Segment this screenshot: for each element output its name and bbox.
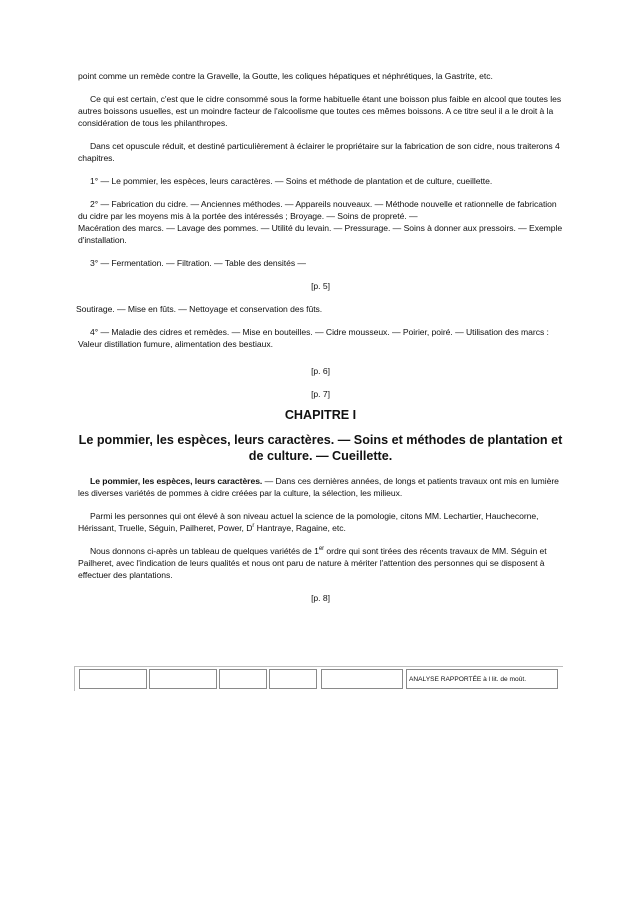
page-marker-7: [p. 7] xyxy=(311,389,330,399)
chapter-title: CHAPITRE I xyxy=(284,408,357,422)
table-header-cell xyxy=(269,669,317,689)
varieties-table xyxy=(74,666,563,691)
pommier-text: — Dans ces dernières années, de longs et patients travaux ont mis en lumière les diverses variétés de pommes à cidre créées par la culture, la sélection, les milieux. xyxy=(78,476,559,498)
paragraph-chapter-2 xyxy=(78,198,563,246)
page-marker-6: [p. 6] xyxy=(311,366,330,376)
paragraph-chapter-3: 3° — Fermentation. — Filtration. — Table des densités — xyxy=(90,258,306,268)
page-marker-8: [p. 8] xyxy=(311,593,330,603)
pommier-heading: Le pommier, les espèces, leurs caractères. xyxy=(90,476,263,486)
table-header-analyse: ANALYSE RAPPORTÉE à l lit. de moût. xyxy=(406,669,558,689)
paragraph-pomologie xyxy=(78,510,563,534)
tableau-sup: er xyxy=(318,546,325,553)
table-header-cell xyxy=(219,669,267,689)
chapter-subtitle: Le pommier, les espèces, leurs caractères. — Soins et méthodes de plantation et de culture. — Cueillette. xyxy=(78,433,563,463)
document-body xyxy=(78,70,563,604)
paragraph-soutirage: Soutirage. — Mise en fûts. — Nettoyage et conservation des fûts. xyxy=(76,304,323,314)
paragraph-tableau xyxy=(78,545,563,581)
table-header-cell xyxy=(79,669,147,689)
pomologie-text-b: Hantraye, Ragaine, etc. xyxy=(254,523,346,533)
tableau-text-a: Nous donnons ci-après un tableau de quelques variétés de 1 xyxy=(90,546,319,556)
pomologie-text-a: Parmi les personnes qui ont élevé à son niveau actuel la science de la pomologie, citons MM. Lechartier, Hauchecorne, Hérissant, Truelle, Séguin, Pailheret, Power, D xyxy=(78,511,539,533)
chapter-2-part-a: 2° — Fabrication du cidre. — Anciennes méthodes. — Appareils nouveaux. — Méthode nouvelle et rationnelle de fabrication du cidre par les moyens mis à la portée des intéressés ; Broyage. — Soins de propreté. — xyxy=(78,199,557,221)
paragraph-cidre-alcool: Ce qui est certain, c'est que le cidre consommé sous la forme habituelle étant une boisson plus faible en alcool que toutes les autres boissons usuelles, est un moindre facteur de l'alcoolisme que toutes ces mêmes boissons. A ce titre seul il a le droit à la considération de tous les philanthropes. xyxy=(78,94,562,128)
chapter-2-part-b: Macération des marcs. — Lavage des pommes. — Utilité du levain. — Pressurage. — Soins à donner aux pressoirs. — Exemple d'installation. xyxy=(78,223,563,245)
table-header-cell xyxy=(149,669,217,689)
page-marker-5: [p. 5] xyxy=(311,281,330,291)
paragraph-chapter-4: 4° — Maladie des cidres et remèdes. — Mise en bouteilles. — Cidre mousseux. — Poirier, poiré. — Utilisation des marcs : Valeur distillation fumure, alimentation des bestiaux. xyxy=(78,327,549,349)
paragraph-intro: point comme un remède contre la Gravelle, la Goutte, les coliques hépatiques et néphrétiques, la Gastrite, etc. xyxy=(78,71,493,81)
paragraph-pommier xyxy=(78,475,563,499)
pomologie-sup: r xyxy=(252,523,255,530)
tableau-text-b: ordre qui sont tirées des récents travaux de MM. Séguin et Pailheret, avec l'indication de leurs qualités et nous ont paru de nature à mériter l'attention des personnes qui se disposent à effectuer des plantations. xyxy=(78,546,547,580)
table-header-cell xyxy=(321,669,403,689)
paragraph-opuscule: Dans cet opuscule réduit, et destiné particulièrement à éclairer le propriétaire sur la fabrication de son cidre, nous traiterons 4 chapitres. xyxy=(78,141,560,163)
paragraph-chapter-1: 1° — Le pommier, les espèces, leurs caractères. — Soins et méthode de plantation et de culture, cueillette. xyxy=(90,176,493,186)
